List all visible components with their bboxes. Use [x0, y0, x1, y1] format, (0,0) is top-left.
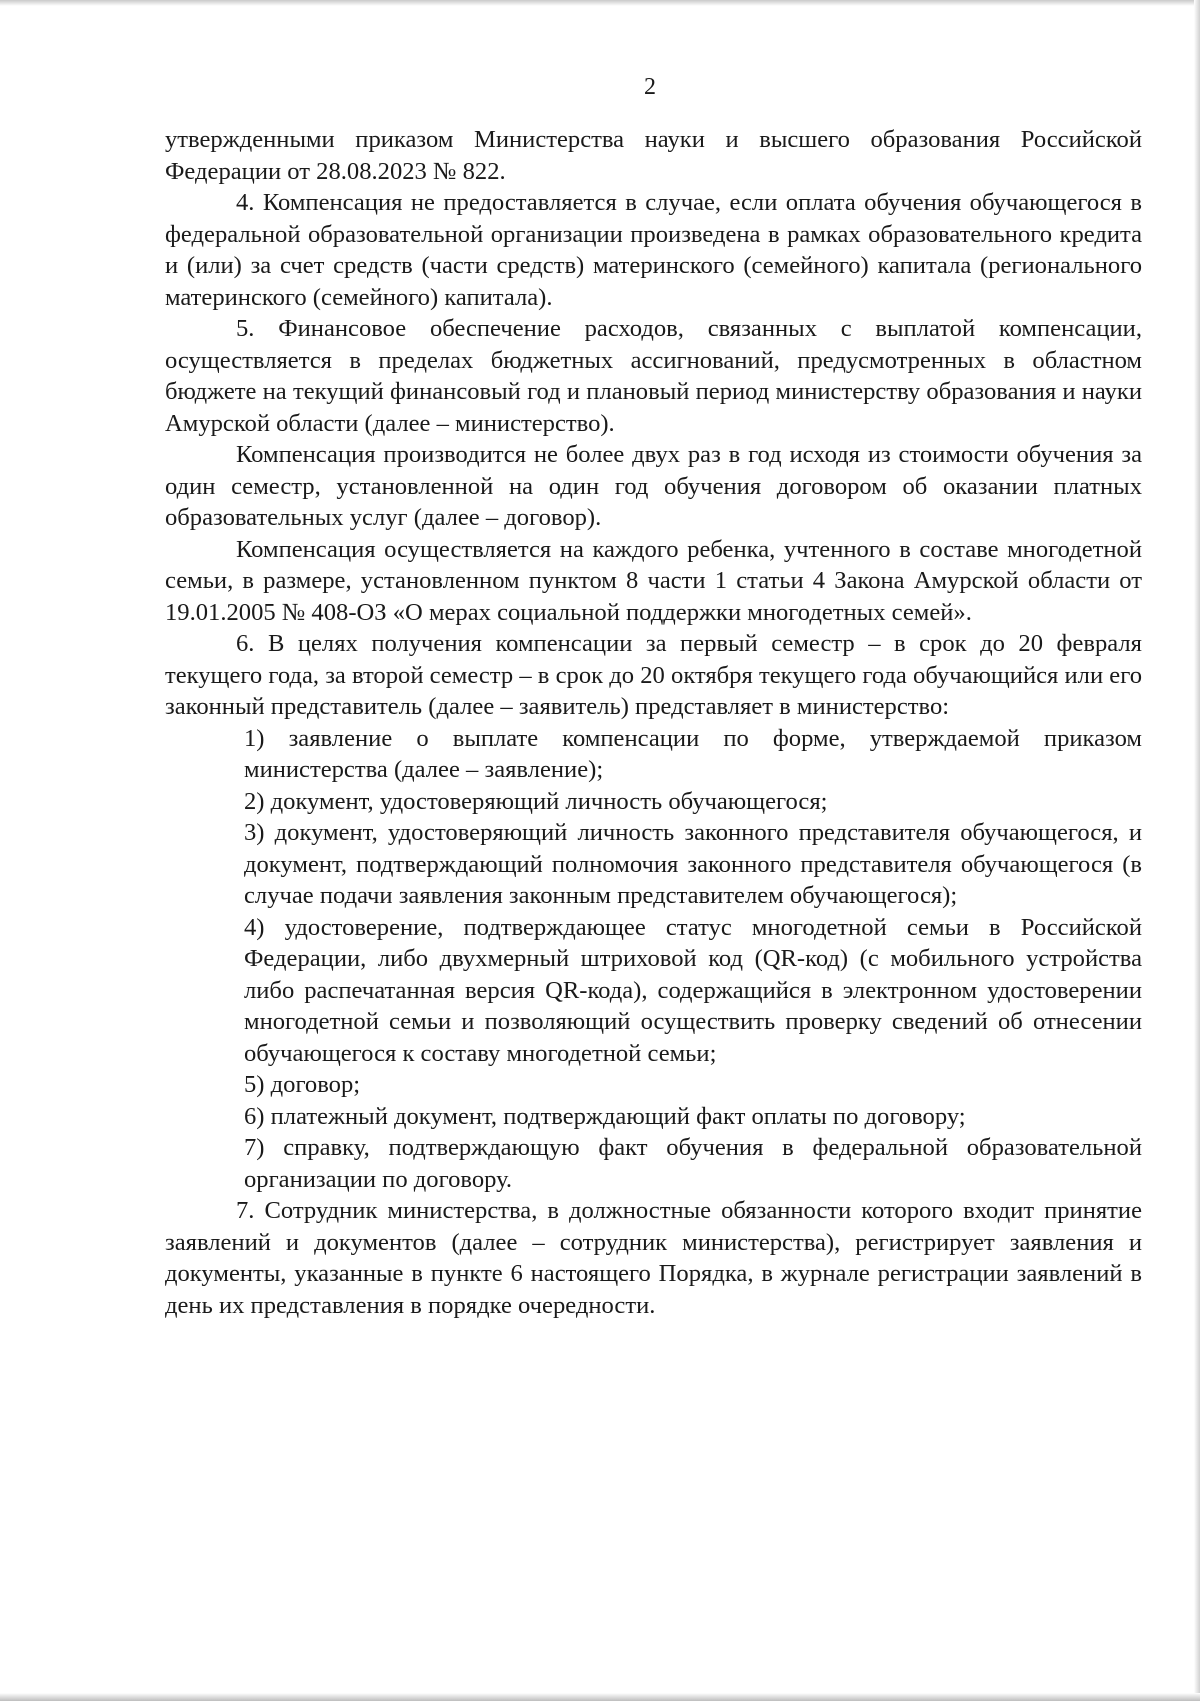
document-body [165, 124, 1142, 1321]
list-item-7: 7) справку, подтверждающую факт обучения в федеральной образовательной организации по договору. [244, 1134, 1142, 1193]
list-item-4: 4) удостоверение, подтверждающее статус многодетной семьи в Российской Федерации, либо двухмерный штриховой код (QR-код) (с мобильного устройства либо распечатанная версия QR-кода), содержащийся в электронном удостоверении многодетной семьи и позволяющий осуществить проверку сведений об отнесении обучающегося к составу многодетной семьи; [244, 913, 1142, 1067]
scan-edge-top [0, 0, 1200, 6]
list-item-3: 3) документ, удостоверяющий личность законного представителя обучающегося, и документ, подтверждающий полномочия законного представителя обучающегося (в случае подачи заявления законным представителем обучающегося); [244, 819, 1142, 909]
paragraph-item-4: 4. Компенсация не предоставляется в случае, если оплата обучения обучающегося в федеральной образовательной организации произведена в рамках образовательного кредита и (или) за счет средств (части средств) материнского (семейного) капитала (регионального материнского (семейного) капитала). [165, 189, 1142, 311]
paragraph-item-7: 7. Сотрудник министерства, в должностные обязанности которого входит принятие заявлений и документов (далее – сотрудник министерства), регистрирует заявления и документы, указанные в пункте 6 настоящего Порядка, в журнале регистрации заявлений в день их представления в порядке очередности. [165, 1197, 1142, 1319]
list-item-6: 6) платежный документ, подтверждающий факт оплаты по договору; [244, 1102, 966, 1130]
scan-edge-bottom [0, 1693, 1200, 1701]
paragraph-compensation-frequency: Компенсация производится не более двух раз в год исходя из стоимости обучения за один семестр, установленной на один год обучения договором об оказании платных образовательных услуг (далее – договор). [165, 441, 1142, 531]
scan-edge-right [1194, 0, 1200, 1701]
paragraph-compensation-amount: Компенсация осуществляется на каждого ребенка, учтенного в составе многодетной семьи, в размере, установленном пунктом 8 части 1 статьи 4 Закона Амурской области от 19.01.2005 № 408-ОЗ «О мерах социальной поддержки многодетных семей». [165, 535, 1142, 626]
paragraph-continuation: утвержденными приказом Министерства науки и высшего образования Российской Федерации от 28.08.2023 № 822. [165, 126, 1142, 185]
paragraph-item-6: 6. В целях получения компенсации за первый семестр – в срок до 20 февраля текущего года, за второй семестр – в срок до 20 октября текущего года обучающийся или его законный представитель (далее – заявитель) представляет в министерство: [165, 630, 1142, 720]
page-number: 2 [644, 74, 656, 100]
list-item-5: 5) договор; [244, 1071, 361, 1098]
list-item-2: 2) документ, удостоверяющий личность обучающегося; [244, 787, 828, 815]
paragraph-item-5: 5. Финансовое обеспечение расходов, связанных с выплатой компенсации, осуществляется в пределах бюджетных ассигнований, предусмотренных в областном бюджете на текущий финансовый год и плановый период министерству образования и науки Амурской области (далее – министерство). [165, 315, 1142, 437]
list-item-1: 1) заявление о выплате компенсации по форме, утверждаемой приказом министерства (далее – заявление); [244, 724, 1142, 783]
